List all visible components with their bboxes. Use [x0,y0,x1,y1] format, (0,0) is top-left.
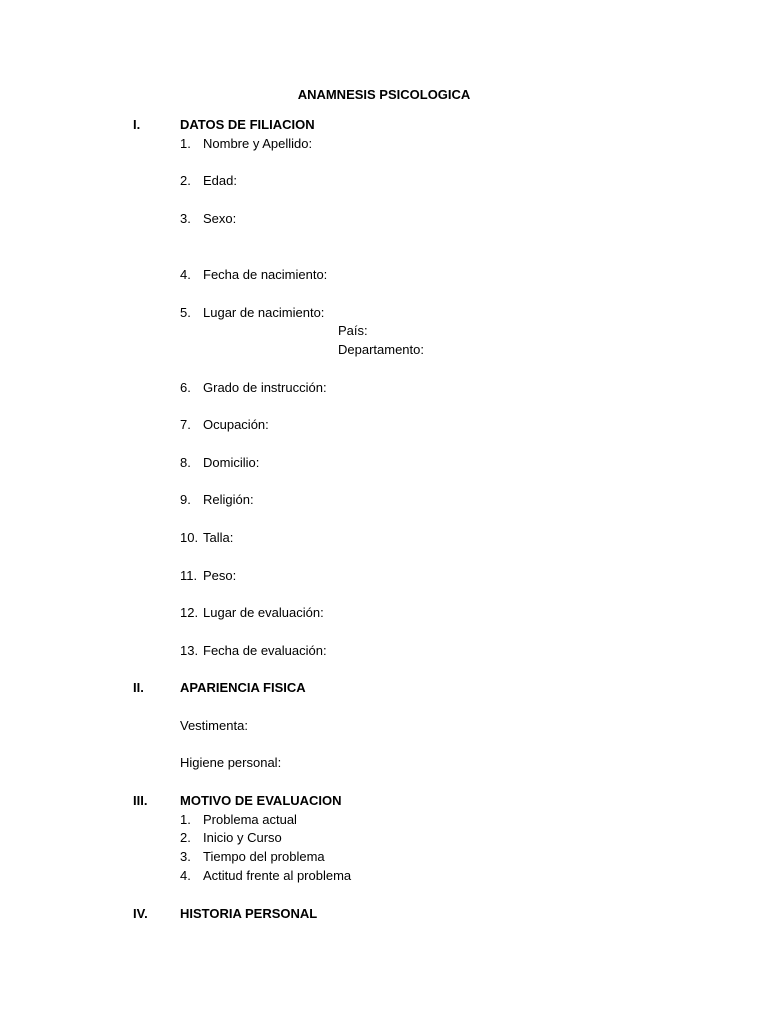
item-number: 3. [180,849,191,864]
field-label: Lugar de evaluación: [203,605,324,620]
field-label: Grado de instrucción: [203,380,327,395]
list-item-label: Actitud frente al problema [203,868,352,883]
section-numeral: II. [133,680,144,695]
list-item-label: Tiempo del problema [203,849,325,864]
item-number: 9. [180,492,191,507]
section-numeral: I. [133,117,141,132]
list-item-label: Problema actual [203,812,297,827]
section-numeral: III. [133,793,148,808]
section-numeral: IV. [133,906,148,921]
item-number: 3. [180,211,191,226]
sub-field-label: País: [338,323,368,338]
field-label: Nombre y Apellido: [203,136,313,151]
item-number: 13. [180,643,199,658]
field-label: Sexo: [203,211,237,226]
field-label: Ocupación: [203,417,269,432]
field-label: Talla: [203,530,234,545]
item-number: 5. [180,305,191,320]
item-number: 2. [180,830,191,845]
field-label: Higiene personal: [180,755,282,770]
document-title: ANAMNESIS PSICOLOGICA [297,87,471,102]
item-number: 12. [180,605,199,620]
field-label: Peso: [203,568,237,583]
field-label: Domicilio: [203,455,260,470]
field-label: Vestimenta: [180,718,248,733]
field-label: Lugar de nacimiento: [203,305,325,320]
item-number: 2. [180,173,191,188]
item-number: 10. [180,530,199,545]
item-number: 6. [180,380,191,395]
item-number: 7. [180,417,191,432]
item-number: 1. [180,812,191,827]
section-heading: HISTORIA PERSONAL [180,906,318,921]
field-label: Religión: [203,492,254,507]
list-item-label: Inicio y Curso [203,830,282,845]
item-number: 11. [180,568,198,583]
item-number: 4. [180,267,191,282]
field-label: Fecha de nacimiento: [203,267,328,282]
sub-field-label: Departamento: [338,342,424,357]
item-number: 1. [180,136,191,151]
section-heading: APARIENCIA FISICA [180,680,306,695]
item-number: 8. [180,455,191,470]
item-number: 4. [180,868,191,883]
field-label: Edad: [203,173,237,188]
section-heading: MOTIVO DE EVALUACION [180,793,342,808]
field-label: Fecha de evaluación: [203,643,327,658]
section-heading: DATOS DE FILIACION [180,117,315,132]
